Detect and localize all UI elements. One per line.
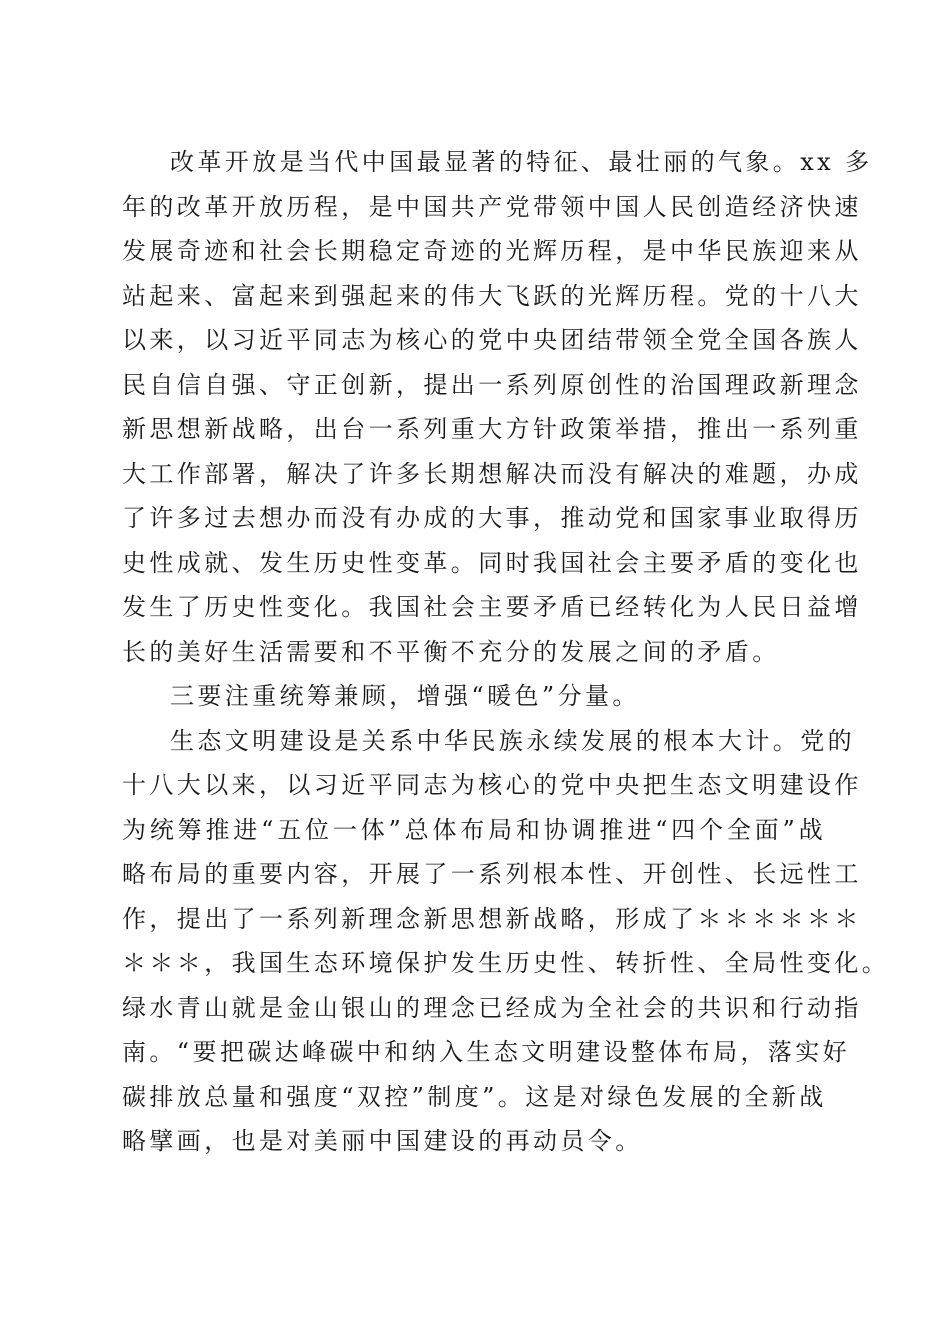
paragraph-1-line-8: 大工作部署，解决了许多长期想解决而没有解决的难题，办成 <box>122 459 862 488</box>
paragraph-1-line-2: 年的改革开放历程，是中国共产党带领中国人民创造经济快速 <box>122 192 862 221</box>
paragraph-1-line-11: 发生了历史性变化。我国社会主要矛盾已经转化为人民日益增 <box>122 593 862 621</box>
paragraph-3-line-3: 为统筹推进“五位一体”总体布局和协调推进“四个全面”战 <box>122 815 826 844</box>
paragraph-1-line-6: 民自信自强、守正创新，提出一系列原创性的治国理政新理念 <box>122 370 862 399</box>
paragraph-3-line-10: 略擘画，也是对美丽中国建设的再动员令。 <box>122 1127 643 1155</box>
paragraph-1-line-4: 站起来、富起来到强起来的伟大飞跃的光辉历程。党的十八大 <box>122 281 862 310</box>
paragraph-3-line-5: 作，提出了一系列新理念新思想新战略，形成了＊＊＊＊＊＊ <box>122 904 862 933</box>
paragraph-3-line-7: 绿水青山就是金山银山的理念已经成为全社会的共识和行动指 <box>122 993 862 1022</box>
paragraph-3-line-1: 生态文明建设是关系中华民族永续发展的根本大计。党的 <box>170 726 855 755</box>
paragraph-1-line-7: 新思想新战略，出台一系列重大方针政策举措，推出一系列重 <box>122 415 862 443</box>
paragraph-1-line-3: 发展奇迹和社会长期稳定奇迹的光辉历程，是中华民族迎来从 <box>122 237 862 265</box>
paragraph-1-line-10: 史性成就、发生历史性变革。同时我国社会主要矛盾的变化也 <box>122 548 862 577</box>
paragraph-3-line-4: 略布局的重要内容，开展了一系列根本性、开创性、长远性工 <box>122 860 862 888</box>
document-body <box>122 140 890 1164</box>
paragraph-1-line-1: 改革开放是当代中国最显著的特征、最壮丽的气象。xx 多 <box>170 148 873 176</box>
paragraph-3-line-8: 南。“要把碳达峰碳中和纳入生态文明建设整体布局，落实好 <box>122 1038 851 1066</box>
section-heading: 三要注重统筹兼顾，增强“暖色”分量。 <box>170 682 640 710</box>
paragraph-3-line-6: ＊＊＊，我国生态环境保护发生历史性、转折性、全局性变化。 <box>122 949 890 977</box>
paragraph-1-line-9: 了许多过去想办而没有办成的大事，推动党和国家事业取得历 <box>122 504 862 532</box>
paragraph-1-line-5: 以来，以习近平同志为核心的党中央团结带领全党全国各族人 <box>122 326 862 354</box>
paragraph-3-line-9: 碳排放总量和强度“双控”制度”。这是对绿色发展的全新战 <box>122 1082 827 1111</box>
paragraph-1-line-12: 长的美好生活需要和不平衡不充分的发展之间的矛盾。 <box>122 637 780 666</box>
paragraph-3-line-2: 十八大以来，以习近平同志为核心的党中央把生态文明建设作 <box>122 771 862 799</box>
